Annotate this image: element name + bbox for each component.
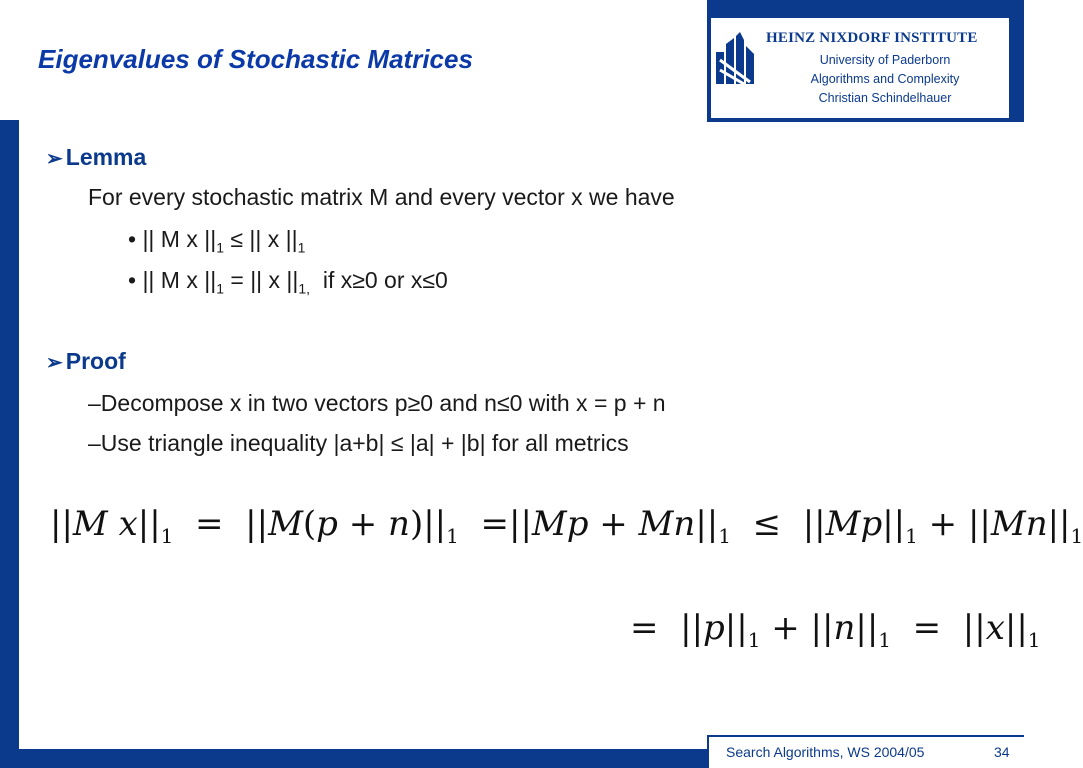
lemma-item-2-sub1: 1 (216, 280, 224, 297)
lemma-item-2 (128, 267, 448, 297)
university-name: University of Paderborn (819, 53, 951, 67)
lemma-item-2-sub2: 1, (298, 280, 311, 297)
lemma-heading-label: Lemma (65, 144, 147, 170)
lemma-item-2-condition: if x≥0 or x≤0 (310, 267, 448, 293)
left-accent-bar (0, 120, 19, 768)
arrow-bullet-icon: ➢ (46, 148, 63, 170)
proof-heading (46, 348, 126, 375)
formula-line-2: = $||p||_1 + ||n||_1 = ||x||_1$ (630, 608, 1041, 652)
bullet-icon: • (128, 226, 137, 252)
lemma-intro: For every stochastic matrix M and every vector x we have (88, 184, 675, 210)
slide-title: Eigenvalues of Stochastic Matrices (38, 44, 473, 74)
lemma-heading (46, 144, 146, 171)
bullet-icon: • (128, 267, 137, 293)
proof-step-2 (88, 430, 629, 457)
proof-step-1 (88, 390, 666, 417)
dash-icon: – (88, 430, 101, 456)
proof-step-2-text: Use triangle inequality |a+b| ≤ |a| + |b| for all metrics (100, 430, 629, 456)
lemma-item-2-lhs: || M x || (142, 267, 217, 293)
department-name: Algorithms and Complexity (810, 72, 960, 86)
page-number: 34 (994, 744, 1010, 760)
institute-logo-icon (716, 32, 756, 84)
institute-name: HEINZ NIXDORF INSTITUTE (766, 30, 978, 46)
lemma-item-1 (128, 226, 305, 256)
lemma-item-1-lhs: || M x || (142, 226, 217, 252)
dash-icon: – (88, 390, 101, 416)
lemma-item-1-sub1: 1 (216, 239, 224, 256)
lemma-item-1-op: ≤ || x || (223, 226, 298, 252)
footer-course: Search Algorithms, WS 2004/05 (726, 744, 925, 760)
author-name: Christian Schindelhauer (818, 91, 952, 105)
proof-step-1-text: Decompose x in two vectors p≥0 and n≤0 with x = p + n (100, 390, 666, 416)
lemma-item-2-op: = || x || (223, 267, 299, 293)
lemma-item-1-sub2: 1 (297, 239, 306, 256)
formula-line-1: ||M $x||_1 = ||M(p + n)||_1 =||Mp + Mn||_1 \le ||Mp||_1 + ||Mn||_1$ (50, 504, 1083, 548)
proof-heading-label: Proof (65, 348, 126, 374)
arrow-bullet-icon: ➢ (46, 352, 63, 374)
